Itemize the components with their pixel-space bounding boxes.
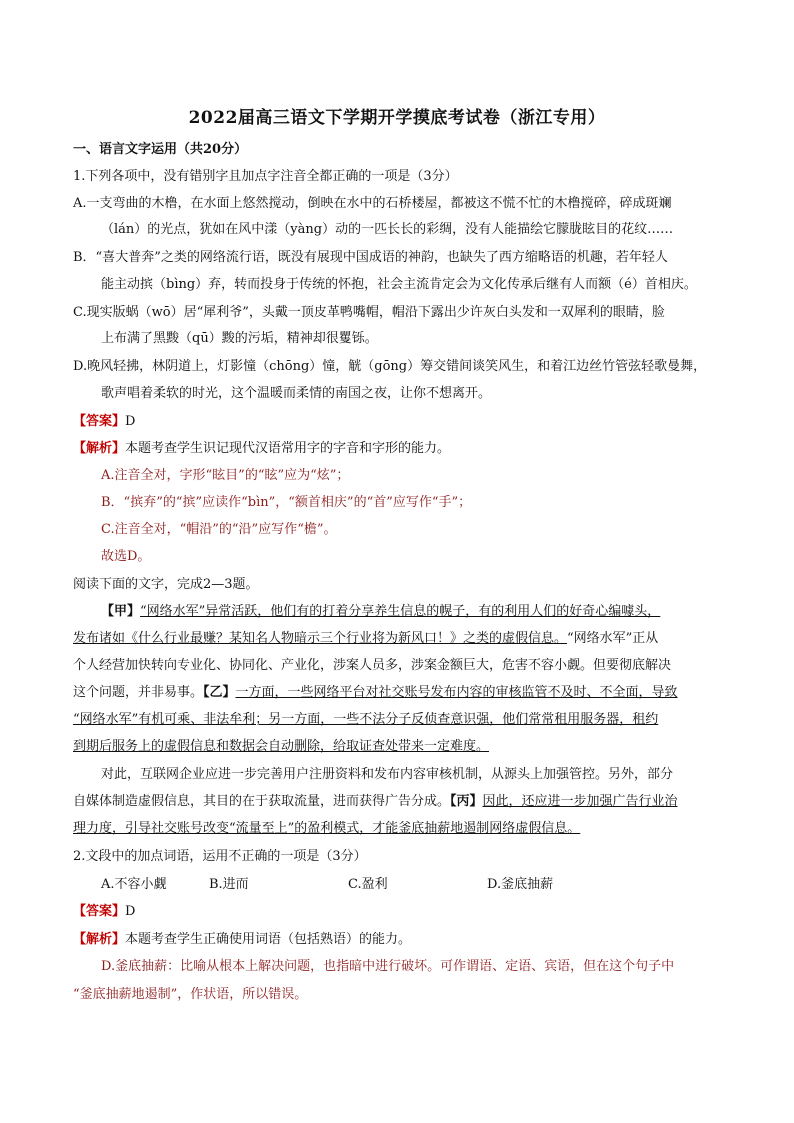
passage-line-5: “网络水军”有机可乘、非法牟利；另一方面，一些不法分子反侦查意识强，他们常常租用服务器，租约 — [73, 712, 659, 727]
passage-underlined: 因此，还应进一步加强广告行业治 — [482, 794, 678, 809]
passage-line-8 — [73, 793, 678, 811]
passage-text: 这个问题，并非易事。 — [73, 685, 204, 700]
explanation-c: C.注音全对，“帽沿”的“沿”应写作“檐”。 — [101, 522, 337, 537]
option-c-line-1: C.现实版蜗（wō）居“犀利爷”，头戴一顶皮革鸭嘴帽，帽沿下露出少许灰白头发和一双犀利的眼睛，脸 — [73, 305, 665, 320]
option-d-line-1: D.晚风轻拂，林阴道上，灯影憧（chōng）憧，觥（gōng）筹交错间谈笑风生，和着江边丝竹管弦轻歌曼舞， — [73, 359, 707, 374]
passage-line-6: 到期后服务上的虚假信息和数据会自动删除，给取证查处带来一定难度。 — [73, 739, 490, 754]
answer-tag: 【答案】 — [73, 414, 126, 429]
analysis-tag: 【解析】 — [73, 932, 126, 947]
q2-option-a: A.不容小觑 — [101, 877, 167, 892]
passage-text: “网络水军”正从 — [567, 631, 659, 646]
analysis-text: 本题考查学生识记现代汉语常用字的字音和字形的能力。 — [125, 441, 451, 456]
q2-option-d: D.釜底抽薪 — [487, 877, 554, 892]
section-heading: 一、语言文字运用（共20分） — [73, 142, 248, 157]
q2-option-b: B.进而 — [209, 877, 249, 892]
page-title: 2022届高三语文下学期开学摸底考试卷（浙江专用） — [188, 108, 606, 128]
answer-value: D — [125, 904, 136, 919]
analysis-2 — [73, 931, 411, 949]
answer-value: D — [125, 414, 136, 429]
question-1-stem: 1.下列各项中，没有错别字且加点字注音全都正确的一项是（3分） — [73, 169, 458, 184]
answer-1 — [73, 413, 135, 431]
passage-text: 自媒体制造虚假信息，其目的在于获取流量，进而获得广告分成。 — [73, 794, 451, 809]
option-d-line-2: 歌声唱着柔软的时光，这个温暖而柔情的南国之夜，让你不想离开。 — [101, 386, 492, 401]
analysis-text: 本题考查学生正确使用词语（包括熟语）的能力。 — [125, 932, 412, 947]
answer-tag: 【答案】 — [73, 904, 126, 919]
analysis-1 — [73, 440, 450, 458]
q2-explanation-2: “釜底抽薪地遏制”，作状语，所以错误。 — [73, 987, 308, 1002]
explanation-a: A.注音全对，字形“眩目”的“眩”应为“炫”； — [101, 468, 350, 483]
passage-line-2 — [73, 630, 658, 648]
passage-underlined: 发布诸如《什么行业最赚？某知名人物暗示三个行业将为新风口！》之类的虚假信息。 — [73, 631, 568, 646]
passage-line-1 — [101, 603, 660, 621]
passage-line-9 — [73, 820, 580, 838]
option-c-line-2: 上布满了黑黢（qū）黢的污垢，精神却很矍铄。 — [101, 331, 378, 346]
q2-explanation-1: D.釜底抽薪：比喻从根本上解决问题，也指暗中进行破坏。可作谓语、定语、宾语，但在这个句子中 — [101, 959, 675, 974]
option-a-line-2: （lán）的光点，犹如在风中漾（yàng）动的一匹长长的彩绸，没有人能描绘它朦胧眩目的花纹…… — [101, 222, 674, 237]
analysis-tag: 【解析】 — [73, 441, 126, 456]
explanation-conclusion: 故选D。 — [101, 549, 151, 564]
marker-bing: 【丙】 — [450, 794, 483, 809]
passage-line-3: 个人经营加快转向专业化、协同化、产业化，涉案人员多，涉案金额巨大，危害不容小觑。但要彻底解决 — [73, 658, 672, 673]
marker-yi: 【乙】 — [203, 685, 236, 700]
passage-underlined: 一方面，一些网络平台对社交账号发布内容的审核监管不及时、不全面，导致 — [235, 685, 678, 700]
explanation-b: B．“摈弃”的“摈”应读作“bìn”，“额首相庆”的“首”应写作“手”； — [101, 495, 472, 510]
answer-2 — [73, 903, 135, 921]
question-2-stem: 2.文段中的加点词语，运用不正确的一项是（3分） — [73, 849, 367, 864]
q2-option-c: C.盈利 — [348, 877, 388, 892]
passage-underlined: 理力度，引导社交账号改变“流量至上”的盈利模式，才能釜底抽薪地遏制网络虚假信息。 — [73, 821, 581, 836]
option-b-line-1: B．“喜大普奔”之类的网络流行语，既没有展现中国成语的神韵，也缺失了西方缩略语的机趣，若年轻人 — [73, 250, 668, 265]
reading-intro: 阅读下面的文字，完成2—3题。 — [73, 577, 259, 592]
option-a-line-1: A.一支弯曲的木橹，在水面上悠然搅动，倒映在水中的石桥楼屋，都被这不慌不忙的木橹搅碎，碎成斑斓 — [73, 196, 672, 211]
passage-underlined: “网络水军”异常活跃，他们有的打着分享养生信息的幌子，有的利用人们的好奇心编噱头， — [140, 604, 661, 619]
passage-line-4 — [73, 684, 678, 702]
passage-line-7: 对此，互联网企业应进一步完善用户注册资料和发布内容审核机制，从源头上加强管控。另外，部分 — [101, 767, 674, 782]
option-b-line-2: 能主动摈（bìng）弃，转而投身于传统的怀抱，社会主流肯定会为文化传承后继有人而额（é）首相庆。 — [101, 277, 697, 292]
marker-jia: 【甲】 — [101, 604, 141, 619]
